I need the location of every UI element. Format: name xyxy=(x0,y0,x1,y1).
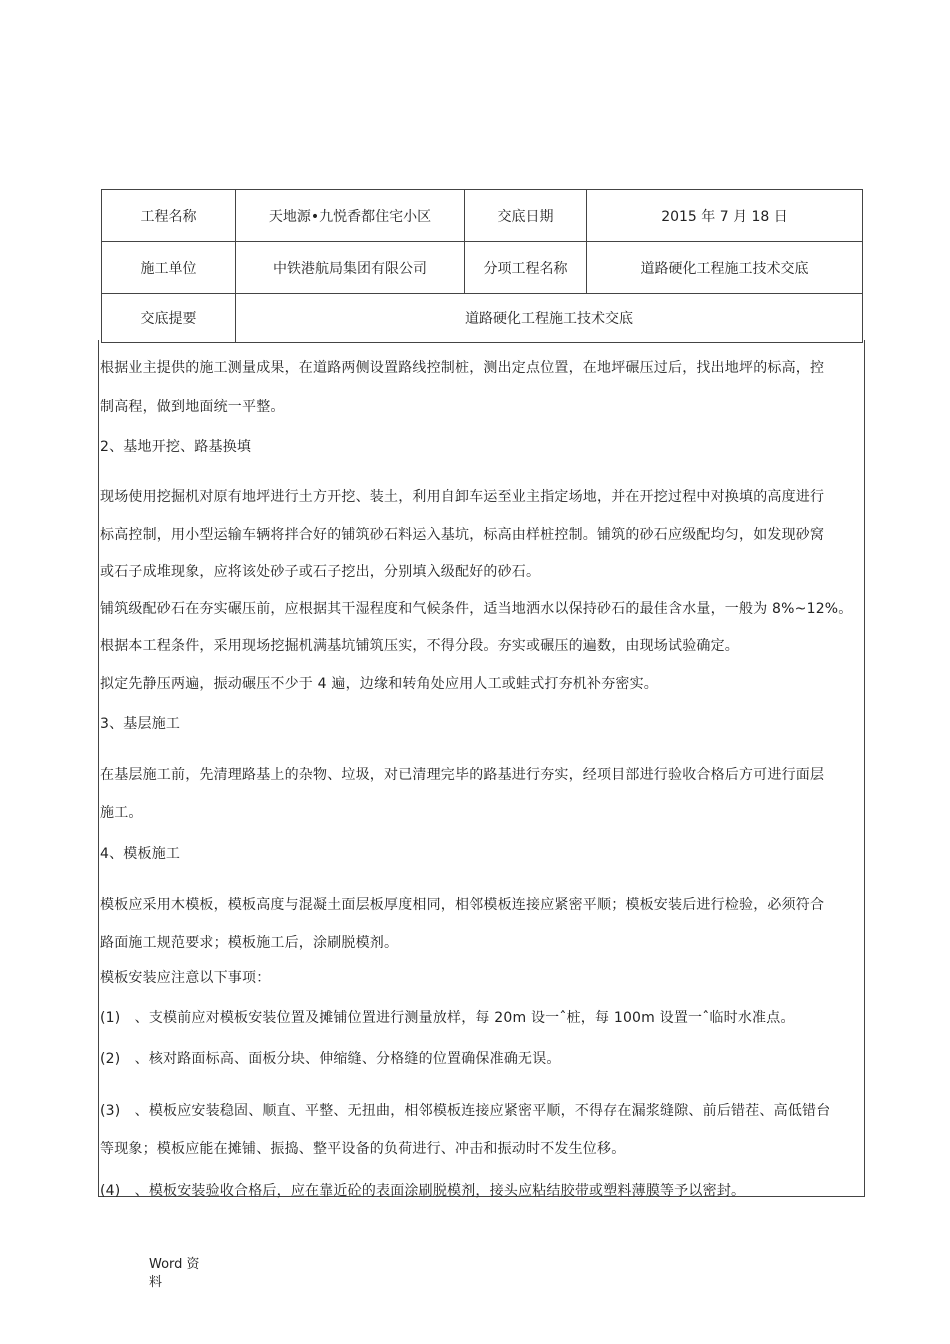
footer-label xyxy=(149,1256,209,1292)
body-line-12: 施工。 xyxy=(100,805,143,821)
summary-label: 交底提要 xyxy=(102,294,236,343)
list-item-2: (2) 、核对路面标高、面板分块、伸缩缝、分格缝的位置确保准确无误。 xyxy=(100,1051,561,1067)
body-line-1: 根据业主提供的施工测量成果，在道路两侧设置路线控制桩，测出定点位置，在地坪碾压过后，找出地坪的标高，控 xyxy=(100,360,825,376)
header-row-unit xyxy=(102,242,863,294)
body-line-4: 现场使用挖掘机对原有地坪进行土方开挖、装土，利用自卸车运至业主指定场地，并在开挖过程中对换填的高度进行 xyxy=(100,489,825,505)
unit-label: 施工单位 xyxy=(102,242,236,294)
body-line-9: 拟定先静压两遍，振动碾压不少于 4 遍，边缘和转角处应用人工或蛙式打夯机补夯密实。 xyxy=(100,676,659,692)
sub-project-value: 道路硬化工程施工技术交底 xyxy=(587,242,863,294)
body-line-14: 模板应采用木模板，模板高度与混凝土面层板厚度相同，相邻模板连接应紧密平顺；模板安装后进行检验，必须符合 xyxy=(100,897,825,913)
section-heading-4: 4、模板施工 xyxy=(100,846,181,862)
footer-line-2: 料 xyxy=(149,1275,163,1290)
section-heading-2: 2、基地开挖、路基换填 xyxy=(100,439,252,455)
body-line-5: 标高控制，用小型运输车辆将拌合好的铺筑砂石料运入基坑，标高由样桩控制。铺筑的砂石应级配均匀，如发现砂窝 xyxy=(100,527,825,543)
project-name-label: 工程名称 xyxy=(102,190,236,242)
body-line-16: 模板安装应注意以下事项： xyxy=(100,970,271,986)
date-label: 交底日期 xyxy=(465,190,587,242)
header-row-summary xyxy=(102,294,863,343)
list-item-3-cont: 等现象；模板应能在摊铺、振捣、整平设备的负荷进行、冲击和振动时不发生位移。 xyxy=(100,1141,626,1157)
unit-value: 中铁港航局集团有限公司 xyxy=(236,242,465,294)
body-line-7: 铺筑级配砂石在夯实碾压前，应根据其干湿程度和气候条件，适当地洒水以保持砂石的最佳含水量，一般为 8%~12%。 xyxy=(100,601,853,617)
list-item-4: (4) 、模板安装验收合格后，应在靠近砼的表面涂刷脱模剂，接头应粘结胶带或塑料薄膜等予以密封。 xyxy=(100,1183,746,1199)
body-line-8: 根据本工程条件，采用现场挖掘机满基坑铺筑压实，不得分段。夯实或碾压的遍数，由现场试验确定。 xyxy=(100,638,739,654)
project-name-value: 天地源•九悦香都住宅小区 xyxy=(236,190,465,242)
body-line-15: 路面施工规范要求；模板施工后，涂刷脱模剂。 xyxy=(100,935,399,951)
header-table xyxy=(101,189,863,343)
list-item-1: (1) 、支模前应对模板安装位置及摊铺位置进行测量放样，每 20m 设一ˆ桩，每 100m 设置一ˆ临时水准点。 xyxy=(100,1010,795,1026)
summary-value: 道路硬化工程施工技术交底 xyxy=(236,294,863,343)
header-row-project xyxy=(102,190,863,242)
list-item-3: (3) 、模板应安装稳固、顺直、平整、无扭曲，相邻模板连接应紧密平顺，不得存在漏浆缝隙、前后错茬、高低错台 xyxy=(100,1103,831,1119)
date-value: 2015 年 7 月 18 日 xyxy=(587,190,863,242)
body-line-11: 在基层施工前，先清理路基上的杂物、垃圾，对已清理完毕的路基进行夯实，经项目部进行验收合格后方可进行面层 xyxy=(100,767,825,783)
sub-project-label: 分项工程名称 xyxy=(465,242,587,294)
footer-line-1: Word 资 xyxy=(149,1257,200,1272)
section-heading-3: 3、基层施工 xyxy=(100,716,181,732)
body-line-2: 制高程，做到地面统一平整。 xyxy=(100,399,285,415)
body-line-6: 或石子成堆现象，应将该处砂子或石子挖出，分别填入级配好的砂石。 xyxy=(100,564,541,580)
